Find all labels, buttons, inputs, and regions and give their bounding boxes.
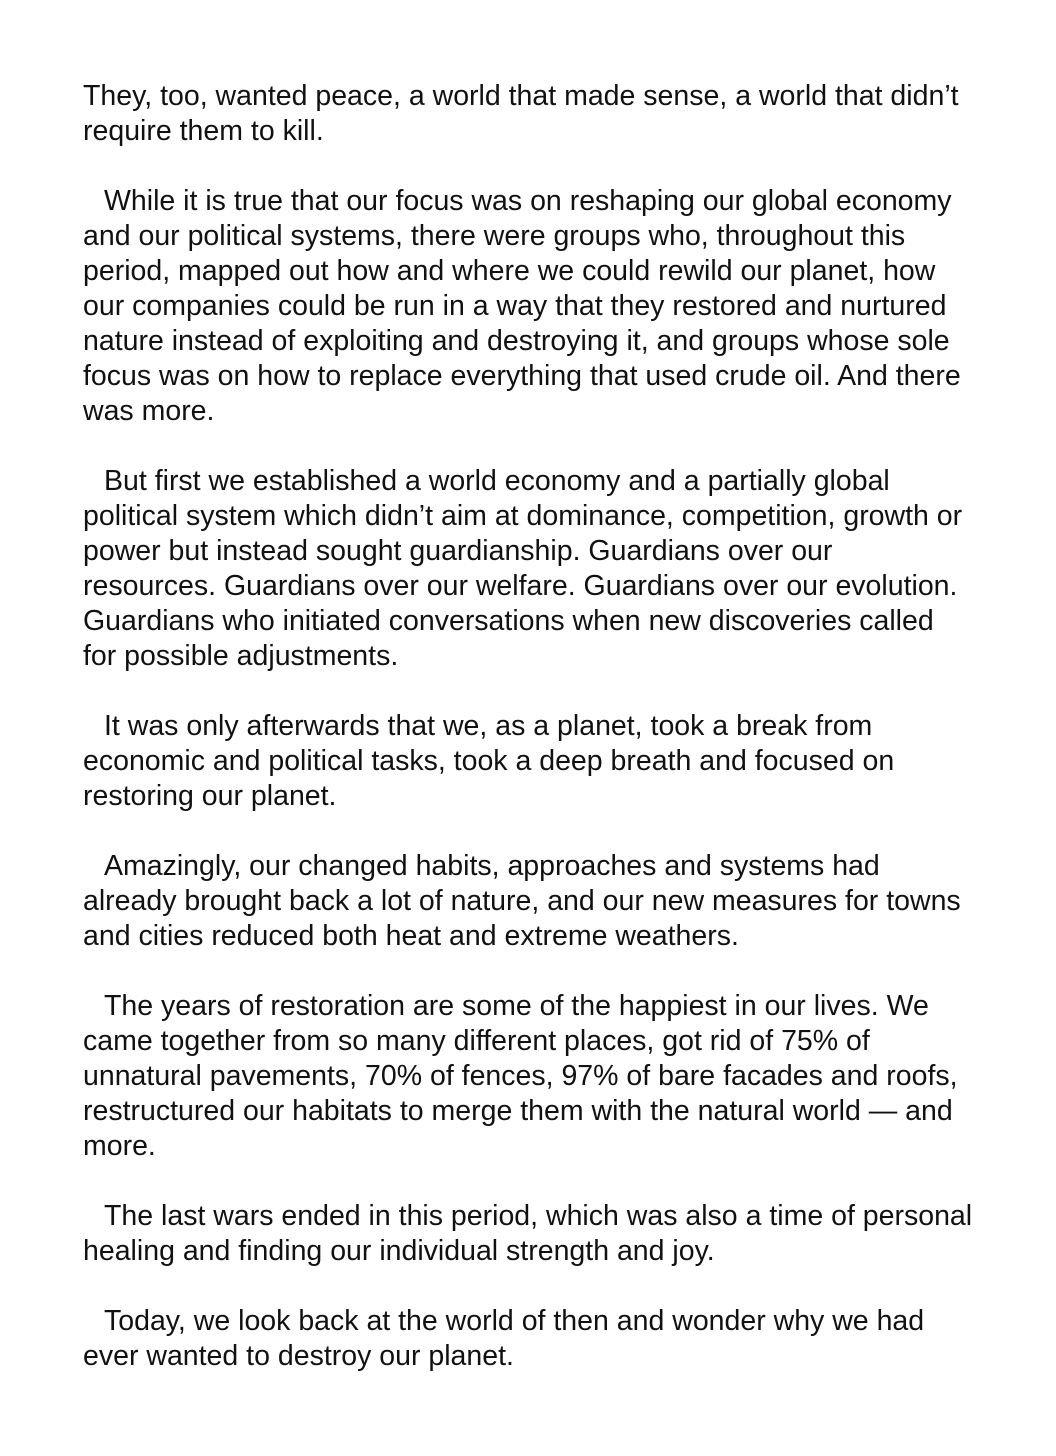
paragraph-5: Amazingly, our changed habits, approaches and systems had already brought back a lot of nature, and our new measures for towns and cities reduced both heat and extreme weathers. [83, 850, 961, 952]
paragraph-8: Today, we look back at the world of then and wonder why we had ever wanted to destroy our planet. [83, 1305, 925, 1372]
paragraph-2: While it is true that our focus was on reshaping our global economy and our political systems, there were groups who, throughout this period, mapped out how and where we could rewild our planet, how our companies could be run in a way that they restored and nurtured nature instead of exploiting and destroying it, and groups whose sole focus was on how to replace everything that used crude oil. And there was more. [83, 185, 961, 427]
paragraph-1: They, too, wanted peace, a world that made sense, a world that didn’t require them to kill. [83, 80, 959, 147]
paragraph-4: It was only afterwards that we, as a planet, took a break from economic and political tasks, took a deep breath and focused on restoring our planet. [83, 710, 895, 812]
paragraph-7: The last wars ended in this period, which was also a time of personal healing and finding our individual strength and joy. [83, 1200, 973, 1267]
document-page [83, 79, 973, 1374]
paragraph-3: But first we established a world economy and a partially global political system which didn’t aim at dominance, competition, growth or power but instead sought guardianship. Guardians over our resources. Guardians over our welfare. Guardians over our evolution. Guardians who initiated conversations when new discoveries called for possible adjustments. [83, 465, 963, 672]
paragraph-6: The years of restoration are some of the happiest in our lives. We came together from so many different places, got rid of 75% of unnatural pavements, 70% of fences, 97% of bare facades and roofs, restructured our habitats to merge them with the natural world — and more. [83, 990, 958, 1162]
